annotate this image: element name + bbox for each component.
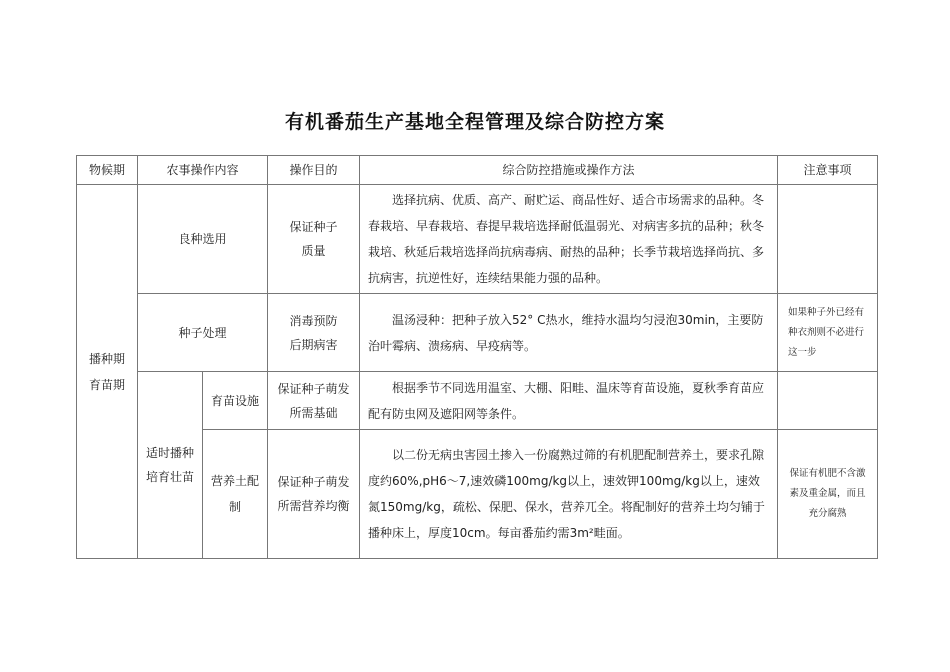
document-title: 有机番茄生产基地全程管理及综合防控方案: [284, 111, 665, 133]
operation-cell: 种子处理: [138, 294, 268, 372]
note-cell: [778, 185, 878, 294]
method-cell: [360, 185, 778, 294]
header-purpose: 操作目的: [268, 156, 360, 185]
method-text: 温汤浸种：把种子放入52° C热水，维持水温均匀浸泡30min，主要防治叶霉病、溃疡病、早疫病等。: [368, 312, 764, 353]
method-text: 选择抗病、优质、高产、耐贮运、商品性好、适合市场需求的品种。冬春栽培、早春栽培、春提早栽培选择耐低温弱光、对病害多抗的品种；秋冬栽培、秋延后栽培选择尚抗病毒病、耐热的品种；长季节栽培选择尚抗、多抗病害，抗逆性好，连续结果能力强的品种。: [368, 193, 765, 285]
method-cell: [360, 430, 778, 559]
period-cell: 播种期 育苗期: [77, 185, 138, 559]
note-cell: [778, 372, 878, 430]
note-cell: 如果种子外已经有种衣剂则不必进行这一步: [778, 294, 878, 372]
method-cell: [360, 294, 778, 372]
table-row: [77, 185, 878, 294]
table-row: [77, 294, 878, 372]
note-cell: 保证有机肥不含激素及重金属，而且充分腐熟: [778, 430, 878, 559]
operation-cell: 育苗设施: [203, 372, 268, 430]
header-operation: 农事操作内容: [138, 156, 268, 185]
table-row: [77, 372, 878, 430]
method-cell: [360, 372, 778, 430]
operation-cell: 良种选用: [138, 185, 268, 294]
operation-cell: 营养土配 制: [203, 430, 268, 559]
table-header-row: [77, 156, 878, 185]
method-text: 根据季节不同选用温室、大棚、阳畦、温床等育苗设施，夏秋季育苗应配有防虫网及遮阳网等条件。: [368, 380, 765, 421]
header-note: 注意事项: [778, 156, 878, 185]
header-period: 物候期: [77, 156, 138, 185]
purpose-cell: 消毒预防 后期病害: [268, 294, 360, 372]
group-label-cell: 适时播种 培育壮苗: [138, 372, 203, 559]
purpose-cell: 保证种子萌发 所需营养均衡: [268, 430, 360, 559]
method-text: 以二份无病虫害园土掺入一份腐熟过筛的有机肥配制营养土，要求孔隙度约60%,pH6～7,速效磷100mg/kg以上，速效钾100mg/kg以上，速效氮150mg/kg，疏松、保肥、保水，营养兀全。将配制好的营养土均匀铺于播种床上，厚度10cm。每亩番茄约需3m²畦面。: [368, 448, 765, 540]
purpose-cell: 保证种子萌发 所需基础: [268, 372, 360, 430]
header-method: 综合防控措施或操作方法: [360, 156, 778, 185]
management-plan-table: [76, 155, 878, 559]
purpose-cell: 保证种子 质量: [268, 185, 360, 294]
